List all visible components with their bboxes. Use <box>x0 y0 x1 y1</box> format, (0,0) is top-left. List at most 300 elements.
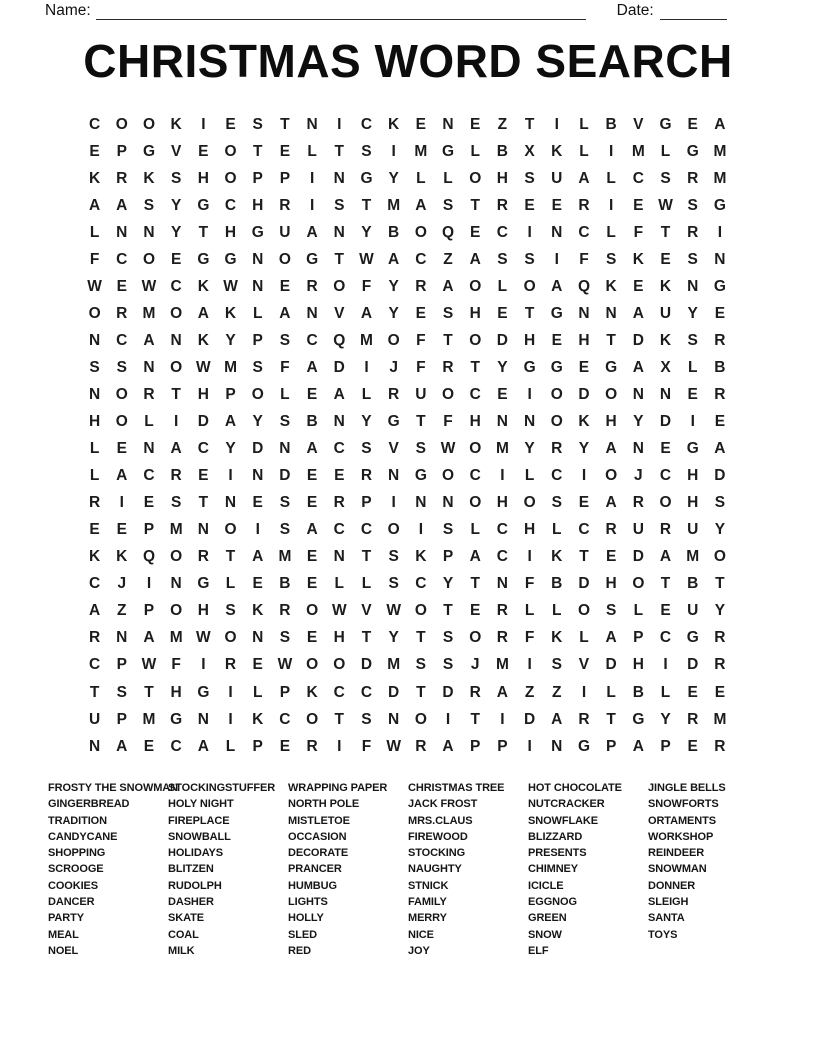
grid-cell: T <box>280 115 290 133</box>
grid-cell: F <box>171 656 181 674</box>
grid-cell: R <box>714 385 726 403</box>
grid-cell: I <box>364 358 369 376</box>
grid-cell: V <box>388 440 399 458</box>
grid-cell: A <box>578 169 590 187</box>
grid-cell: N <box>197 710 209 728</box>
word-item: ORTAMENTS <box>648 814 716 827</box>
grid-cell: O <box>605 467 618 485</box>
grid-cell: Q <box>577 277 590 295</box>
grid-cell: Y <box>225 440 236 458</box>
grid-cell: G <box>306 250 319 268</box>
grid-cell: L <box>89 223 100 241</box>
grid-cell: C <box>333 683 345 701</box>
grid-cell: W <box>386 737 401 755</box>
grid-cell: G <box>251 223 264 241</box>
grid-cell: N <box>252 250 264 268</box>
grid-cell: T <box>171 385 181 403</box>
grid-cell: N <box>687 277 699 295</box>
date-label: Date: <box>616 2 654 19</box>
grid-cell: E <box>306 575 318 593</box>
grid-cell: O <box>115 385 128 403</box>
grid-cell: F <box>361 277 372 295</box>
grid-cell: Y <box>170 196 182 214</box>
grid-cell: C <box>170 277 182 295</box>
grid-cell: P <box>279 169 291 187</box>
grid-cell: I <box>690 413 695 431</box>
grid-cell: C <box>333 440 345 458</box>
grid-cell: Y <box>388 277 399 295</box>
grid-cell: C <box>469 385 481 403</box>
grid-cell: E <box>306 629 318 647</box>
grid-cell: A <box>415 196 427 214</box>
grid-cell: I <box>527 385 532 403</box>
grid-cell: S <box>714 494 726 512</box>
grid-cell: O <box>414 223 427 241</box>
word-item: SNOWFORTS <box>648 798 719 811</box>
grid-cell: S <box>252 358 263 376</box>
grid-cell: S <box>687 250 698 268</box>
grid-cell: O <box>333 277 346 295</box>
word-item: FROSTY THE SNOWMAN <box>48 782 178 794</box>
word-item: JINGLE BELLS <box>648 782 726 794</box>
grid-cell: E <box>334 467 345 485</box>
grid-cell: Y <box>442 575 454 593</box>
grid-cell: W <box>386 602 401 620</box>
grid-cell: O <box>469 277 482 295</box>
grid-cell: R <box>496 602 508 620</box>
grid-cell: K <box>197 331 209 349</box>
grid-cell: O <box>469 331 482 349</box>
grid-cell: O <box>170 548 183 566</box>
grid-cell: D <box>578 575 590 593</box>
grid-cell: E <box>714 304 726 322</box>
word-item: MISTLETOE <box>288 814 350 827</box>
grid-cell: G <box>686 142 699 160</box>
word-item: TRADITION <box>48 814 107 827</box>
grid-cell: S <box>442 304 454 322</box>
grid-cell: C <box>659 629 672 647</box>
grid-cell: H <box>605 413 617 431</box>
grid-cell: P <box>143 602 155 620</box>
word-item: DECORATE <box>288 847 349 860</box>
grid-cell: A <box>88 196 101 214</box>
grid-cell: S <box>687 331 698 349</box>
grid-cell: O <box>170 304 183 322</box>
word-item: DANCER <box>48 896 95 909</box>
grid-cell: H <box>197 169 209 187</box>
word-item: NAUGHTY <box>408 863 462 876</box>
grid-cell: N <box>632 385 644 403</box>
grid-cell: W <box>196 358 211 376</box>
grid-cell: F <box>361 737 372 755</box>
grid-cell: A <box>306 521 318 539</box>
grid-cell: D <box>687 656 699 674</box>
grid-cell: R <box>88 629 101 647</box>
word-item: RED <box>288 944 311 957</box>
grid-cell: F <box>443 413 453 431</box>
grid-cell: A <box>442 277 454 295</box>
grid-cell: G <box>197 196 210 214</box>
grid-cell: I <box>201 656 206 674</box>
grid-cell: P <box>252 331 263 349</box>
grid-cell: R <box>605 521 617 539</box>
grid-cell: T <box>361 629 372 647</box>
grid-cell: J <box>470 656 480 674</box>
grid-cell: C <box>360 683 373 701</box>
grid-cell: A <box>143 331 155 349</box>
grid-cell: A <box>306 358 318 376</box>
grid-cell: K <box>551 548 563 566</box>
grid-cell: G <box>713 277 726 295</box>
grid-cell: V <box>361 602 372 620</box>
grid-cell: A <box>116 737 128 755</box>
name-blank-line <box>96 4 586 20</box>
grid-cell: A <box>605 629 617 647</box>
grid-cell: M <box>495 656 509 674</box>
grid-cell: K <box>116 548 128 566</box>
word-item: MRS.CLAUS <box>408 814 473 827</box>
grid-cell: C <box>170 737 182 755</box>
grid-cell: D <box>360 656 373 674</box>
grid-cell: T <box>361 196 372 214</box>
grid-cell: F <box>524 575 535 593</box>
word-item: GINGERBREAD <box>48 798 130 811</box>
grid-cell: W <box>87 277 102 295</box>
grid-cell: J <box>389 358 398 376</box>
grid-cell: T <box>470 710 480 728</box>
grid-cell: I <box>418 521 423 539</box>
grid-cell: T <box>524 115 535 133</box>
grid-cell: K <box>224 304 237 322</box>
grid-cell: G <box>713 196 726 214</box>
grid-cell: R <box>578 196 590 214</box>
grid-cell: O <box>523 494 536 512</box>
grid-cell: I <box>609 142 614 160</box>
grid-cell: H <box>170 683 182 701</box>
word-item: WRAPPING PAPER <box>288 782 388 794</box>
grid-cell: C <box>197 440 209 458</box>
grid-cell: E <box>470 115 481 133</box>
grid-cell: N <box>578 304 590 322</box>
grid-cell: Y <box>388 629 399 647</box>
grid-cell: A <box>224 413 237 431</box>
grid-cell: Q <box>442 223 455 241</box>
grid-cell: A <box>496 683 508 701</box>
grid-cell: E <box>116 521 127 539</box>
grid-cell: Y <box>388 169 399 187</box>
grid-cell: P <box>225 385 236 403</box>
word-item: HOLIDAYS <box>168 847 224 860</box>
word-list-column-5 <box>528 780 648 959</box>
grid-cell: O <box>414 710 427 728</box>
grid-cell: P <box>279 683 291 701</box>
grid-cell: K <box>578 413 590 431</box>
grid-cell: E <box>143 737 155 755</box>
grid-cell: G <box>686 440 699 458</box>
grid-cell: M <box>278 548 292 566</box>
grid-cell: I <box>717 223 723 241</box>
grid-cell: E <box>470 223 481 241</box>
grid-cell: T <box>252 142 263 160</box>
grid-cell: O <box>306 710 319 728</box>
grid-cell: H <box>88 413 101 431</box>
word-item: DASHER <box>168 896 214 909</box>
word-item: OCCASION <box>288 830 347 843</box>
grid-cell: D <box>197 413 209 431</box>
grid-cell: Y <box>660 710 671 728</box>
grid-cell: F <box>280 358 290 376</box>
grid-cell: N <box>224 494 237 512</box>
grid-cell: S <box>334 196 345 214</box>
grid-cell: C <box>88 575 101 593</box>
grid-cell: N <box>551 737 563 755</box>
grid-cell: E <box>633 196 644 214</box>
grid-cell: E <box>497 385 508 403</box>
grid-cell: N <box>496 413 508 431</box>
grid-cell: T <box>361 548 372 566</box>
grid-cell: V <box>633 115 644 133</box>
grid-cell: C <box>116 250 128 268</box>
word-item: HOLLY <box>288 912 324 925</box>
grid-cell: O <box>224 629 237 647</box>
grid-cell: E <box>279 277 291 295</box>
grid-cell: O <box>469 169 482 187</box>
grid-cell: C <box>224 196 237 214</box>
grid-cell: P <box>116 656 127 674</box>
grid-cell: A <box>551 710 563 728</box>
grid-cell: T <box>443 331 453 349</box>
grid-cell: O <box>170 358 183 376</box>
grid-cell: L <box>225 737 236 755</box>
word-item: COOKIES <box>48 879 99 892</box>
grid-cell: H <box>469 413 481 431</box>
word-item: ICICLE <box>528 879 564 892</box>
grid-cell: L <box>579 115 589 133</box>
grid-cell: N <box>170 331 182 349</box>
grid-cell: M <box>495 440 509 458</box>
word-item: CHRISTMAS TREE <box>408 782 505 794</box>
grid-cell: C <box>306 331 318 349</box>
grid-cell: G <box>170 710 183 728</box>
grid-cell: Y <box>361 413 372 431</box>
grid-cell: S <box>170 494 182 512</box>
grid-cell: L <box>307 142 317 160</box>
grid-cell: S <box>415 440 427 458</box>
grid-cell: D <box>578 385 590 403</box>
grid-cell: F <box>633 223 644 241</box>
grid-cell: E <box>551 196 562 214</box>
grid-cell: E <box>714 413 726 431</box>
grid-cell: U <box>415 385 427 403</box>
grid-cell: A <box>632 358 644 376</box>
grid-cell: S <box>524 250 535 268</box>
grid-cell: T <box>334 142 345 160</box>
grid-cell: K <box>88 548 101 566</box>
grid-cell: L <box>443 169 453 187</box>
grid-cell: R <box>714 656 726 674</box>
grid-cell: T <box>416 629 426 647</box>
grid-cell: N <box>116 629 128 647</box>
grid-cell: L <box>497 277 508 295</box>
grid-cell: D <box>714 467 726 485</box>
grid-cell: M <box>169 629 183 647</box>
grid-cell: T <box>470 196 480 214</box>
grid-cell: R <box>687 169 699 187</box>
grid-cell: O <box>387 331 400 349</box>
grid-cell: H <box>469 304 481 322</box>
grid-cell: O <box>115 115 128 133</box>
grid-cell: R <box>687 710 699 728</box>
grid-cell: E <box>660 440 671 458</box>
word-item: FIREWOOD <box>408 830 468 843</box>
grid-cell: Y <box>497 358 508 376</box>
grid-cell: K <box>415 548 427 566</box>
grid-cell: E <box>415 115 427 133</box>
grid-cell: N <box>279 440 291 458</box>
grid-cell: L <box>579 629 589 647</box>
word-list-column-3 <box>288 780 408 959</box>
grid-cell: L <box>252 304 263 322</box>
grid-cell: C <box>496 521 508 539</box>
grid-cell: G <box>197 575 210 593</box>
grid-cell: A <box>632 737 644 755</box>
grid-cell: Q <box>333 331 346 349</box>
grid-cell: E <box>578 358 590 376</box>
grid-cell: S <box>551 656 562 674</box>
grid-cell: Y <box>252 413 263 431</box>
grid-cell: M <box>713 169 727 187</box>
word-item: PRANCER <box>288 863 342 876</box>
grid-cell: R <box>279 196 291 214</box>
grid-cell: N <box>714 250 726 268</box>
grid-cell: C <box>88 115 101 133</box>
word-item: RUDOLPH <box>168 879 222 892</box>
grid-cell: I <box>391 494 396 512</box>
grid-cell: H <box>197 602 209 620</box>
grid-cell: S <box>252 115 263 133</box>
grid-cell: C <box>415 250 427 268</box>
grid-cell: O <box>115 413 128 431</box>
grid-cell: G <box>632 710 645 728</box>
grid-cell: M <box>169 521 183 539</box>
grid-cell: W <box>359 250 374 268</box>
word-item: HOLY NIGHT <box>168 798 234 811</box>
grid-cell: E <box>605 548 617 566</box>
word-item: SCROOGE <box>48 863 104 876</box>
grid-cell: E <box>306 467 318 485</box>
grid-cell: L <box>633 602 644 620</box>
grid-cell: C <box>469 467 481 485</box>
word-item: STOCKINGSTUFFER <box>168 782 276 794</box>
grid-cell: G <box>442 142 455 160</box>
grid-cell: E <box>279 737 291 755</box>
grid-cell: L <box>552 521 562 539</box>
grid-cell: P <box>116 142 127 160</box>
grid-cell: B <box>388 223 400 241</box>
grid-cell: T <box>715 575 725 593</box>
grid-cell: W <box>223 277 238 295</box>
grid-cell: L <box>252 683 263 701</box>
grid-cell: L <box>660 142 671 160</box>
grid-cell: C <box>360 115 373 133</box>
word-item: COAL <box>168 928 199 941</box>
grid-cell: T <box>334 710 345 728</box>
grid-cell: A <box>88 602 101 620</box>
grid-cell: Y <box>361 223 372 241</box>
grid-cell: O <box>469 440 482 458</box>
word-item: BLIZZARD <box>528 830 583 843</box>
grid-cell: L <box>89 467 100 485</box>
grid-cell: I <box>581 467 587 485</box>
grid-cell: V <box>578 656 590 674</box>
grid-cell: H <box>333 629 345 647</box>
grid-cell: O <box>550 385 563 403</box>
grid-cell: R <box>415 737 427 755</box>
grid-cell: A <box>279 304 291 322</box>
grid-cell: E <box>551 331 562 349</box>
grid-cell: A <box>388 250 400 268</box>
word-item: PRESENTS <box>528 847 587 860</box>
grid-cell: L <box>524 467 535 485</box>
word-item: STNICK <box>408 879 449 892</box>
grid-cell: H <box>523 331 536 349</box>
grid-cell: I <box>527 223 532 241</box>
grid-cell: Y <box>388 304 399 322</box>
grid-cell: B <box>605 115 617 133</box>
grid-cell: K <box>605 277 617 295</box>
grid-cell: A <box>197 737 209 755</box>
grid-cell: I <box>527 737 532 755</box>
grid-cell: D <box>252 440 264 458</box>
grid-cell: N <box>143 223 155 241</box>
grid-cell: E <box>143 494 155 512</box>
grid-cell: G <box>414 467 427 485</box>
grid-cell: S <box>415 656 427 674</box>
grid-cell: A <box>116 467 128 485</box>
grid-cell: S <box>279 521 291 539</box>
grid-cell: B <box>306 413 318 431</box>
grid-cell: B <box>496 142 508 160</box>
grid-cell: P <box>361 494 372 512</box>
grid-cell: S <box>442 629 454 647</box>
grid-cell: N <box>388 467 400 485</box>
grid-cell: W <box>440 440 456 458</box>
grid-cell: G <box>550 304 563 322</box>
grid-cell: G <box>577 737 590 755</box>
grid-cell: A <box>659 548 672 566</box>
grid-cell: R <box>116 169 128 187</box>
grid-cell: I <box>228 683 233 701</box>
word-list-column-1 <box>48 780 178 959</box>
grid-cell: E <box>633 277 644 295</box>
grid-cell: R <box>116 304 128 322</box>
grid-cell: C <box>578 223 590 241</box>
grid-cell: K <box>632 250 644 268</box>
grid-cell: A <box>306 223 318 241</box>
grid-cell: F <box>416 358 426 376</box>
grid-cell: N <box>388 710 400 728</box>
grid-cell: T <box>579 548 589 566</box>
grid-cell: W <box>141 277 157 295</box>
grid-cell: D <box>605 656 617 674</box>
word-item: MERRY <box>408 912 447 925</box>
grid-cell: D <box>496 331 508 349</box>
grid-cell: O <box>469 494 482 512</box>
word-list-column-2 <box>168 780 288 959</box>
grid-cell: Y <box>578 440 590 458</box>
grid-cell: E <box>660 602 671 620</box>
grid-cell: R <box>442 358 454 376</box>
